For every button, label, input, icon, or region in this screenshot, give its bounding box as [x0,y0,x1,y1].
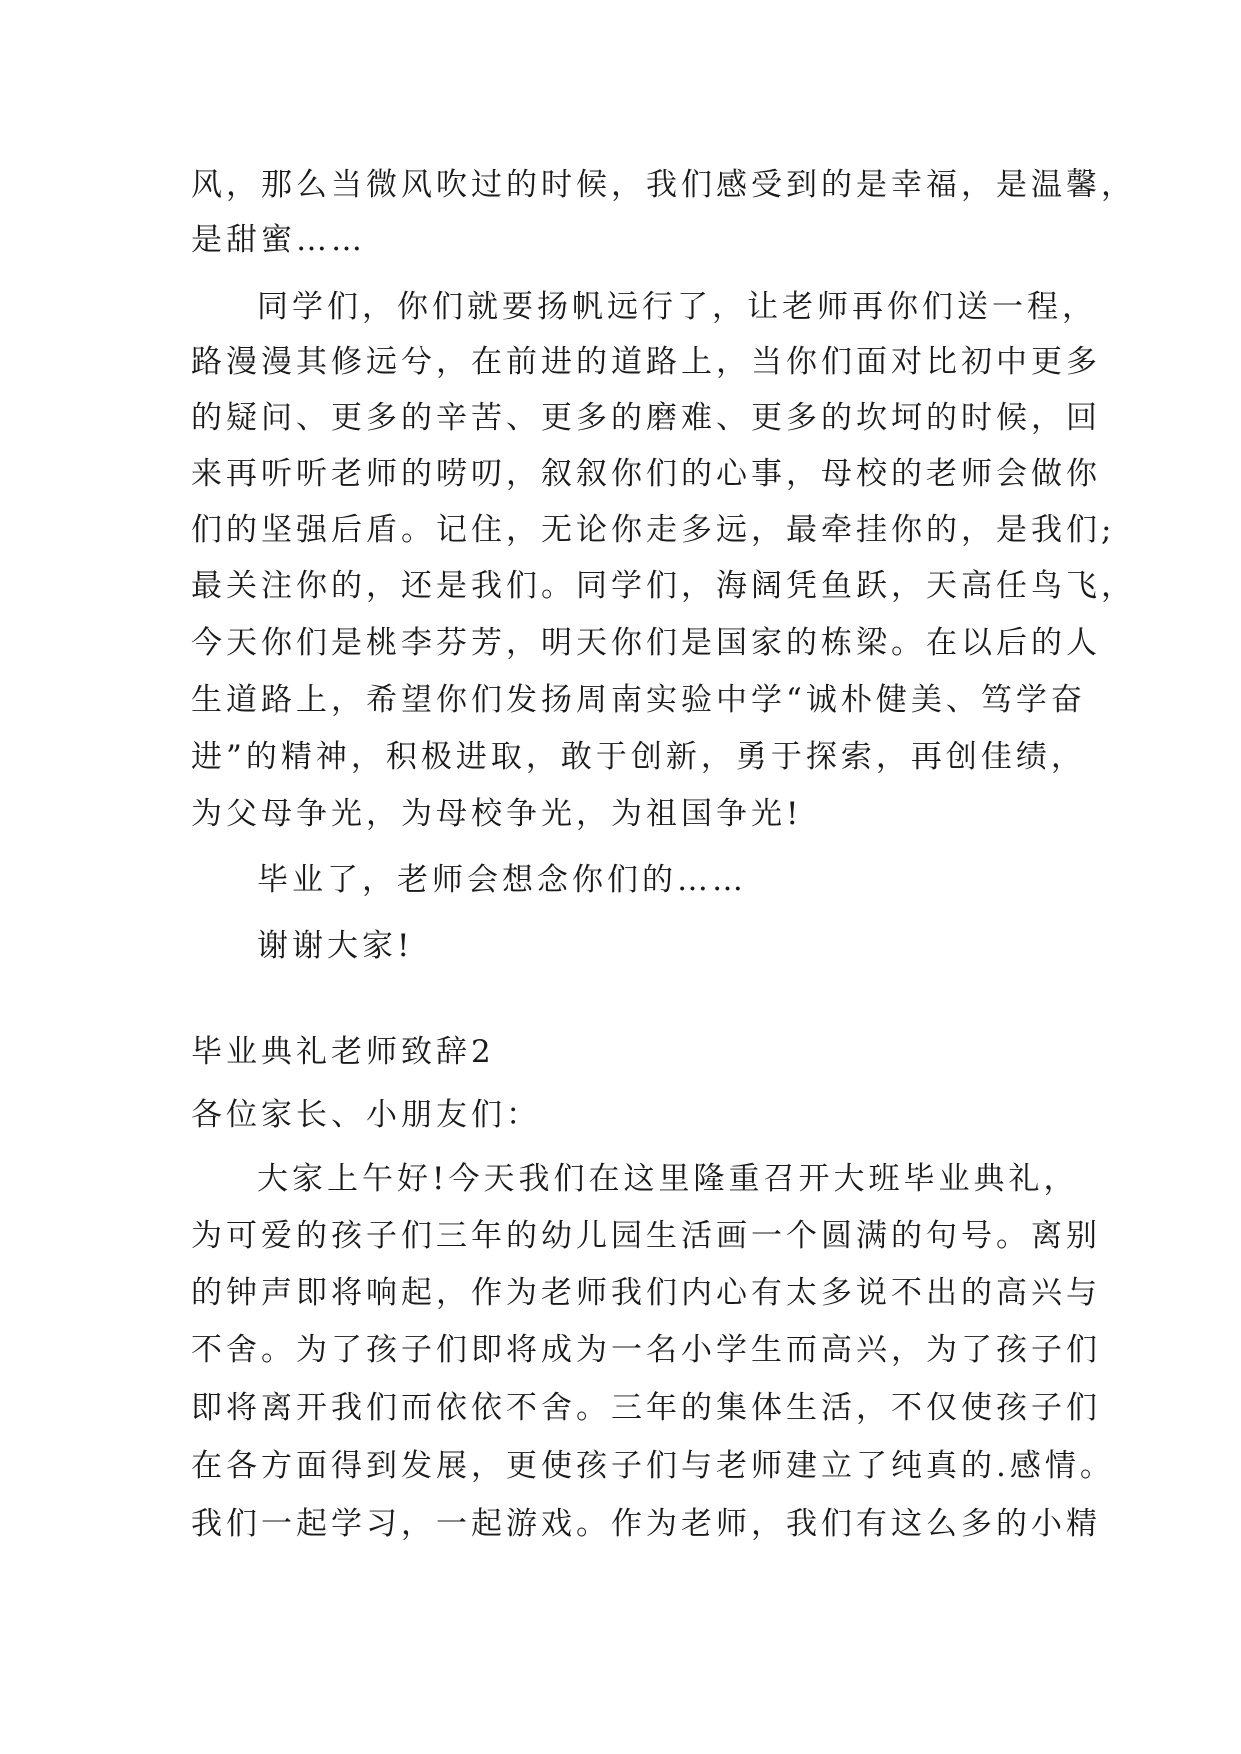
text-line: 为可爱的孩子们三年的幼儿园生活画一个圆满的句号。离别 [191,1218,1101,1254]
text-line: 的钟声即将响起，作为老师我们内心有太多说不出的高兴与 [191,1275,1101,1311]
text-line: 的疑问、更多的辛苦、更多的磨难、更多的坎坷的时候，回 [191,400,1101,436]
text-line: 同学们，你们就要扬帆远行了，让老师再你们送一程， [257,289,1097,325]
text-line: 最关注你的，还是我们。同学们，海阔凭鱼跃，天高任鸟飞， [191,568,1136,604]
text-line: 风，那么当微风吹过的时候，我们感受到的是幸福，是温馨， [191,167,1136,203]
text-line: 生道路上，希望你们发扬周南实验中学“诚朴健美、笃学奋 [191,682,1086,718]
text-line: 们的坚强后盾。记住，无论你走多远，最牵挂你的，是我们; [191,512,1116,548]
text-line: 大家上午好!今天我们在这里隆重召开大班毕业典礼， [257,1161,1079,1197]
text-line: 路漫漫其修远兮，在前进的道路上，当你们面对比初中更多 [191,344,1101,380]
greeting-line: 各位家长、小朋友们： [191,1097,541,1133]
text-line: 为父母争光，为母校争光，为祖国争光! [191,796,803,832]
text-line: 我们一起学习，一起游戏。作为老师，我们有这么多的小精 [191,1506,1101,1542]
text-line: 毕业了，老师会想念你们的…… [257,862,747,898]
text-line: 即将离开我们而依依不舍。三年的集体生活，不仅使孩子们 [191,1390,1101,1426]
text-line: 不舍。为了孩子们即将成为一名小学生而高兴，为了孩子们 [191,1332,1101,1368]
text-line: 是甜蜜…… [191,222,366,258]
text-line: 谢谢大家! [257,928,414,964]
section-title: 毕业典礼老师致辞2 [191,1034,495,1070]
text-line: 来再听听老师的唠叨，叙叙你们的心事，母校的老师会做你 [191,456,1101,492]
text-line: 进”的精神，积极进取，敢于创新，勇于探索，再创佳绩， [191,739,1086,775]
text-line: 在各方面得到发展，更使孩子们与老师建立了纯真的.感情。 [191,1448,1115,1484]
text-line: 今天你们是桃李芬芳，明天你们是国家的栋梁。在以后的人 [191,625,1101,661]
